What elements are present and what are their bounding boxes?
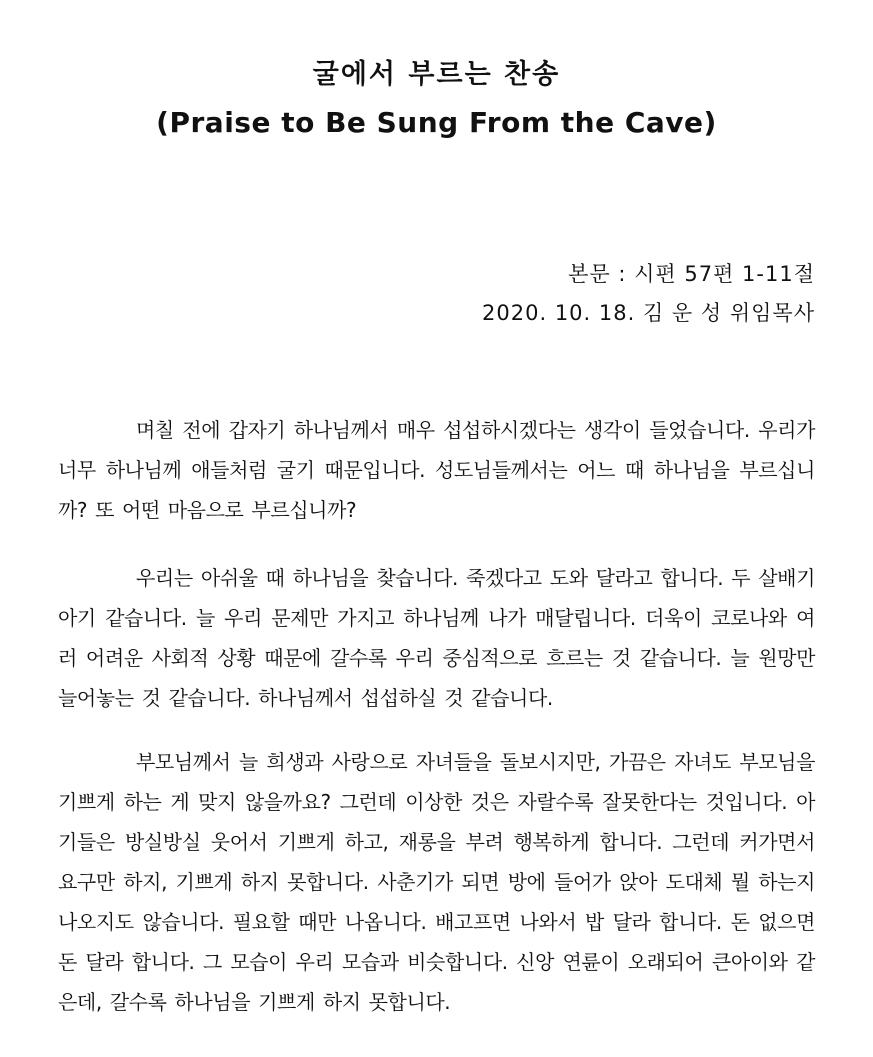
sermon-title-english: (Praise to Be Sung From the Cave) (156, 106, 717, 139)
paragraph-3: 부모님께서 늘 희생과 사랑으로 자녀들을 돌보시지만, 가끔은 자녀도 부모님을 기쁘게 하는 게 맞지 않을까요? 그런데 이상한 것은 자랄수록 잘못한다는 것입니다. 아기들은 방실방실 웃어서 기쁘게 하고, 재롱을 부려 행복하게 합니다. 그런데 커가면서 요구만 하지, 기쁘게 하지 못합니다. 사춘기가 되면 방에 들어가 앉아 도대체 뭘 하는지 나오지도 않습니다. 필요할 때만 나옵니다. 배고프면 나와서 밥 달라 합니다. 돈 없으면 돈 달라 합니다. 그 모습이 우리 모습과 비슷합니다. 신앙 연륜이 오래되어 큰아이와 같은데, 갈수록 하나님을 기쁘게 하지 못합니다. (58, 750, 815, 1014)
date-and-author: 2020. 10. 18. 김 운 성 위임목사 (482, 301, 815, 325)
sermon-title-korean: 굴에서 부르는 찬송 (312, 59, 561, 90)
paragraph-2: 우리는 아쉬울 때 하나님을 찾습니다. 죽겠다고 도와 달라고 합니다. 두 살배기 아기 같습니다. 늘 우리 문제만 가지고 하나님께 나가 매달립니다. 더욱이 코로나와 여러 어려운 사회적 상황 때문에 갈수록 우리 중심적으로 흐르는 것 같습니다. 늘 원망만 늘어놓는 것 같습니다. 하나님께서 섭섭하실 것 같습니다. (58, 566, 815, 710)
paragraph-1: 며칠 전에 갑자기 하나님께서 매우 섭섭하시겠다는 생각이 들었습니다. 우리가 너무 하나님께 애들처럼 굴기 때문입니다. 성도님들께서는 어느 때 하나님을 부르십니까? 또 어떤 마음으로 부르십니까? (58, 418, 815, 522)
scripture-reference: 본문 : 시편 57편 1-11절 (568, 262, 815, 286)
